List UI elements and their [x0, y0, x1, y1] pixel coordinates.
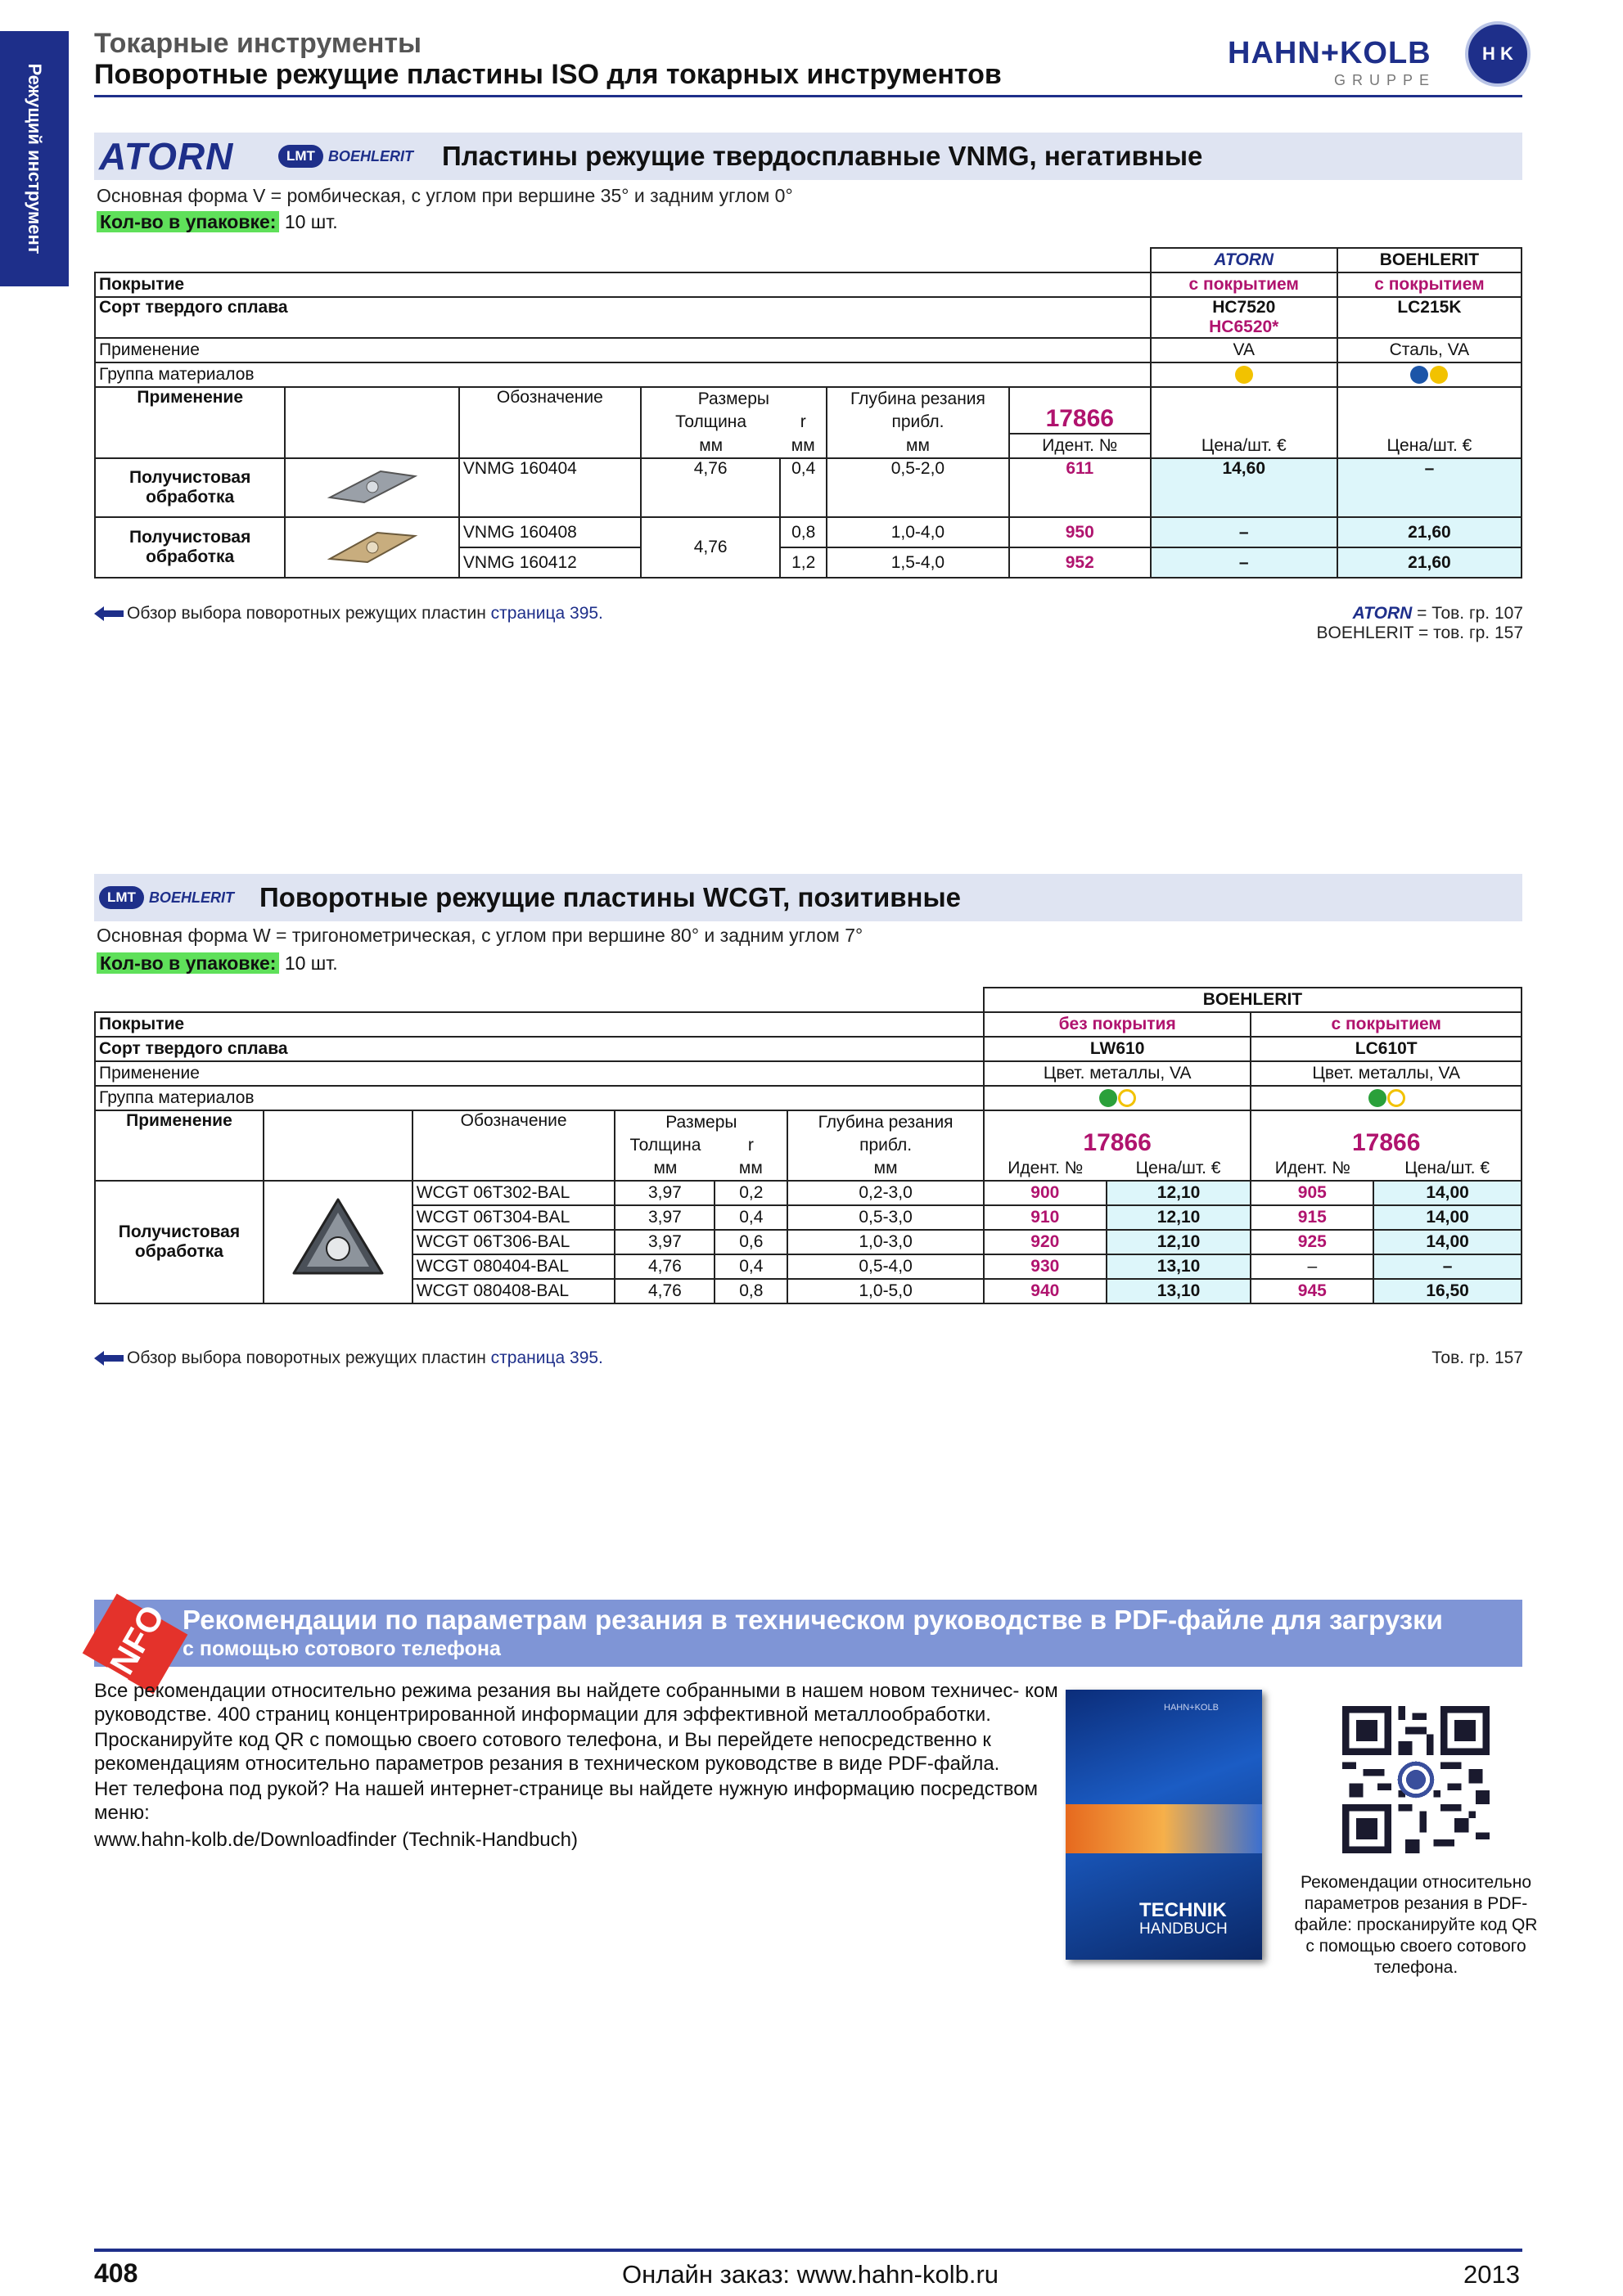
brand-col-atorn: ATORN: [1151, 248, 1337, 272]
col-depth: Глубина резания: [827, 387, 1009, 411]
arrow-left-icon: [94, 1351, 124, 1366]
row-price-1: 13,10: [1107, 1254, 1251, 1279]
row-depth: 1,0-5,0: [787, 1279, 984, 1303]
use-label: Применение: [95, 1061, 984, 1086]
row-id-1: 940: [984, 1279, 1107, 1303]
row-depth: 0,5-3,0: [787, 1205, 984, 1230]
info-paragraph-2: Просканируйте код QR с помощью своего сотового телефона, и Вы перейдете непосредственно к рекомендациям относительно параметров резания в техническом руководстве в виде PDF-файла.: [94, 1729, 1000, 1775]
pack-value: 10 шт.: [284, 952, 338, 974]
col-approx: прибл.: [827, 411, 1009, 434]
row-id-2: 905: [1251, 1181, 1373, 1205]
material-dots-2: [1251, 1086, 1522, 1110]
insert-image: [264, 1181, 413, 1303]
col-r: r: [715, 1134, 787, 1157]
brand-col-boehlerit: BOEHLERIT: [1337, 248, 1522, 272]
coating-1: без покрытия: [984, 1012, 1251, 1037]
row-depth: 1,0-4,0: [827, 517, 1009, 547]
row-thick: 4,76: [641, 517, 781, 578]
logo-sub: GRUPPE: [1334, 72, 1436, 88]
row-desig: VNMG 160404: [459, 458, 641, 517]
info-subtitle: с помощью сотового телефона: [183, 1637, 501, 1660]
col-ident: Идент. №: [1009, 434, 1151, 458]
technik-handbuch-book: [1066, 1690, 1262, 1960]
row-r: 1,2: [780, 547, 827, 578]
table-row: [95, 517, 1522, 547]
row-thick: 4,76: [641, 458, 781, 517]
row-price-1: 12,10: [1107, 1181, 1251, 1205]
unit-mm: мм: [615, 1157, 715, 1181]
section1-title: Пластины режущие твердосплавные VNMG, негативные: [442, 141, 1203, 171]
online-order[interactable]: Онлайн заказ: www.hahn-kolb.ru: [622, 2260, 999, 2289]
group-label: Группа материалов: [95, 362, 1151, 387]
col-ident-1: Идент. №: [984, 1157, 1107, 1181]
col-thick: Толщина: [615, 1134, 715, 1157]
row-id-1: 930: [984, 1254, 1107, 1279]
lmt-boehlerit-logo: [278, 142, 413, 170]
col-price-2: Цена/шт. €: [1337, 434, 1522, 458]
row-price-2: –: [1373, 1254, 1522, 1279]
row-id-2: 945: [1251, 1279, 1373, 1303]
col-thick: Толщина: [641, 411, 781, 434]
row-desig: WCGT 080404-BAL: [413, 1254, 615, 1279]
row-desig: WCGT 06T304-BAL: [413, 1205, 615, 1230]
page-link[interactable]: страница 395.: [490, 1348, 603, 1367]
use-1: VA: [1151, 338, 1337, 362]
use-2: Сталь, VA: [1337, 338, 1522, 362]
group-number-1: 17866: [984, 1110, 1251, 1157]
row-desig: WCGT 06T306-BAL: [413, 1230, 615, 1254]
grade-1: LW610: [984, 1037, 1251, 1061]
use-2: Цвет. металлы, VA: [1251, 1061, 1522, 1086]
col-app: Применение: [95, 1110, 264, 1181]
section1-table: [94, 247, 1522, 579]
row-desig: WCGT 080408-BAL: [413, 1279, 615, 1303]
table-row: [95, 458, 1522, 517]
row-id: 952: [1009, 547, 1151, 578]
grade-2: LC215K: [1337, 297, 1522, 338]
page-link[interactable]: страница 395.: [490, 604, 603, 623]
footer-rule: [94, 2249, 1522, 2252]
col-dims: Размеры: [615, 1110, 787, 1134]
unit-mm: мм: [827, 434, 1009, 458]
book-subtitle: HANDBUCH: [1139, 1920, 1228, 1938]
row-thick: 4,76: [615, 1279, 715, 1303]
row-price-2: 14,00: [1373, 1205, 1522, 1230]
unit-mm: мм: [641, 434, 781, 458]
row-price-2: 21,60: [1337, 517, 1522, 547]
coating-label: Покрытие: [95, 272, 1151, 297]
book-brand: HAHN+KOLB: [1164, 1703, 1219, 1713]
header-rule: [94, 95, 1522, 97]
section2-footer: Обзор выбора поворотных режущих пластин страница 395.: [94, 1348, 603, 1368]
row-price-1: 14,60: [1151, 458, 1337, 517]
col-image: [264, 1110, 413, 1181]
material-dots-1: [984, 1086, 1251, 1110]
section2-pack: [97, 952, 338, 975]
lmt-logo: LMT: [99, 886, 144, 909]
row-r: 0,2: [715, 1181, 787, 1205]
row-r: 0,8: [780, 517, 827, 547]
col-price-1: Цена/шт. €: [1107, 1157, 1251, 1181]
row-thick: 3,97: [615, 1205, 715, 1230]
row-depth: 0,5-2,0: [827, 458, 1009, 517]
insert-image: [285, 517, 459, 578]
row-r: 0,6: [715, 1230, 787, 1254]
lmt-logo: LMT: [278, 145, 323, 168]
section1-pack: [97, 211, 338, 233]
coating-1: с покрытием: [1151, 272, 1337, 297]
coating-label: Покрытие: [95, 1012, 984, 1037]
hahn-kolb-logo: [1228, 21, 1539, 95]
grade-label: Сорт твердого сплава: [95, 297, 1151, 338]
row-r: 0,8: [715, 1279, 787, 1303]
boehlerit-logo: BOEHLERIT: [327, 147, 413, 164]
row-price-2: –: [1337, 458, 1522, 517]
row-price-1: 13,10: [1107, 1279, 1251, 1303]
unit-mm: мм: [787, 1157, 984, 1181]
table-row: [95, 1181, 1522, 1205]
row-id-1: 920: [984, 1230, 1107, 1254]
use-label: Применение: [95, 338, 1151, 362]
section1-desc: Основная форма V = ромбическая, с углом при вершине 35° и задним углом 0°: [97, 185, 793, 206]
book-title: TECHNIK: [1139, 1899, 1227, 1921]
col-dims: Размеры: [641, 387, 827, 411]
wcgt-insert-icon: [289, 1195, 387, 1285]
grade-label: Сорт твердого сплава: [95, 1037, 984, 1061]
pack-value: 10 шт.: [284, 211, 338, 232]
row-r: 0,4: [715, 1205, 787, 1230]
col-ident-2: Идент. №: [1251, 1157, 1373, 1181]
vnmg-insert-icon: [323, 524, 422, 565]
row-depth: 1,0-3,0: [787, 1230, 984, 1254]
row-r: 0,4: [780, 458, 827, 517]
col-desig: Обозначение: [413, 1110, 615, 1181]
row-price-2: 16,50: [1373, 1279, 1522, 1303]
row-thick: 4,76: [615, 1254, 715, 1279]
side-tab-label: Режущий инструмент: [25, 63, 45, 254]
col-depth: Глубина резания: [787, 1110, 984, 1134]
section1-footer: Обзор выбора поворотных режущих пластин страница 395.: [94, 604, 603, 624]
group-number-2: 17866: [1251, 1110, 1522, 1157]
logo-mark: H K: [1465, 21, 1531, 87]
category-title: Токарные инструменты: [94, 28, 422, 59]
col-desig: Обозначение: [459, 387, 641, 458]
row-id: 611: [1009, 458, 1151, 517]
row-price-2: 14,00: [1373, 1181, 1522, 1205]
section2-band: [94, 874, 1522, 921]
row-price-1: 12,10: [1107, 1230, 1251, 1254]
info-paragraph-1: Все рекомендации относительно режима резания вы найдете собранными в нашем новом техничес- ком руководстве. 400 страниц концентрированной информации для эффективной металлообработки.: [94, 1680, 1058, 1726]
group-label: Группа материалов: [95, 1086, 984, 1110]
row-r: 0,4: [715, 1254, 787, 1279]
use-1: Цвет. металлы, VA: [984, 1061, 1251, 1086]
row-price-1: –: [1151, 547, 1337, 578]
group-number: 17866: [1009, 387, 1151, 434]
lmt-boehlerit-logo: [99, 884, 234, 912]
grade-2: LC610T: [1251, 1037, 1522, 1061]
unit-mm: мм: [780, 434, 827, 458]
row-id-1: 910: [984, 1205, 1107, 1230]
col-price-2: Цена/шт. €: [1373, 1157, 1522, 1181]
atorn-logo: ATORN: [99, 135, 234, 178]
row-id-2: 915: [1251, 1205, 1373, 1230]
row-app: Получистовая обработка: [95, 517, 285, 578]
section2-title: Поворотные режущие пластины WCGT, позитивные: [259, 882, 962, 912]
row-id-1: 900: [984, 1181, 1107, 1205]
row-id-2: –: [1251, 1254, 1373, 1279]
page-number: 408: [94, 2258, 138, 2288]
side-tab: [0, 31, 69, 286]
pack-label: Кол-во в упаковке:: [97, 952, 279, 974]
atorn-logo-small: ATORN: [1352, 604, 1413, 623]
row-id: 950: [1009, 517, 1151, 547]
row-price-1: –: [1151, 517, 1337, 547]
info-link-text[interactable]: www.hahn-kolb.de/Downloadfinder (Technik-Handbuch): [94, 1829, 578, 1851]
info-paragraph-3: Нет телефона под рукой? На нашей интернет-странице вы найдете нужную информацию посредством меню:: [94, 1778, 1039, 1824]
boehlerit-logo: BOEHLERIT: [148, 889, 234, 906]
row-id-2: 925: [1251, 1230, 1373, 1254]
coating-2: с покрытием: [1337, 272, 1522, 297]
arrow-left-icon: [94, 606, 124, 621]
col-image: [285, 387, 459, 458]
section2-desc: Основная форма W = тригонометрическая, с углом при вершине 80° и задним углом 7°: [97, 925, 863, 946]
row-thick: 3,97: [615, 1181, 715, 1205]
info-label: INFO: [83, 1594, 188, 1695]
col-r: r: [780, 411, 827, 434]
row-price-2: 14,00: [1373, 1230, 1522, 1254]
year: 2013: [1463, 2260, 1520, 2289]
row-depth: 0,2-3,0: [787, 1181, 984, 1205]
row-depth: 1,5-4,0: [827, 547, 1009, 578]
pack-label: Кол-во в упаковке:: [97, 211, 279, 232]
info-title: Рекомендации по параметрам резания в техническом руководстве в PDF-файле для загрузки: [183, 1605, 1443, 1635]
insert-image: [285, 458, 459, 517]
unit-mm: мм: [715, 1157, 787, 1181]
row-desig: VNMG 160412: [459, 547, 641, 578]
row-price-1: 12,10: [1107, 1205, 1251, 1230]
info-band: [94, 1598, 1522, 1689]
logo-name: HAHN+KOLB: [1228, 36, 1431, 70]
qr-caption: Рекомендации относительно параметров резания в PDF-файле: просканируйте код QR с помощью своего сотового телефона.: [1294, 1873, 1538, 1977]
row-price-2: 21,60: [1337, 547, 1522, 578]
material-dots-1: [1151, 362, 1337, 387]
row-app: Получистовая обработка: [95, 458, 285, 517]
col-app: Применение: [95, 387, 285, 458]
vnmg-insert-icon: [323, 465, 422, 506]
qr-code-icon[interactable]: [1342, 1706, 1490, 1853]
col-price-1: Цена/шт. €: [1151, 434, 1337, 458]
row-depth: 0,5-4,0: [787, 1254, 984, 1279]
brand-col-boehlerit: BOEHLERIT: [984, 988, 1522, 1012]
section1-footer-right: ATORN = Тов. гр. 107 BOEHLERIT = тов. гр. 157: [1316, 604, 1523, 642]
section2-footer-right: Тов. гр. 157: [1431, 1348, 1523, 1367]
section2-table: [94, 987, 1522, 1304]
grade-1: HC7520 HC6520*: [1151, 297, 1337, 338]
row-desig: WCGT 06T302-BAL: [413, 1181, 615, 1205]
row-app: Получистовая обработка: [95, 1181, 264, 1303]
material-dots-2: [1337, 362, 1522, 387]
row-desig: VNMG 160408: [459, 517, 641, 547]
row-thick: 3,97: [615, 1230, 715, 1254]
page-title: Поворотные режущие пластины ISO для токарных инструментов: [94, 59, 1002, 90]
coating-2: с покрытием: [1251, 1012, 1522, 1037]
section1-band: [94, 133, 1522, 180]
col-approx: прибл.: [787, 1134, 984, 1157]
